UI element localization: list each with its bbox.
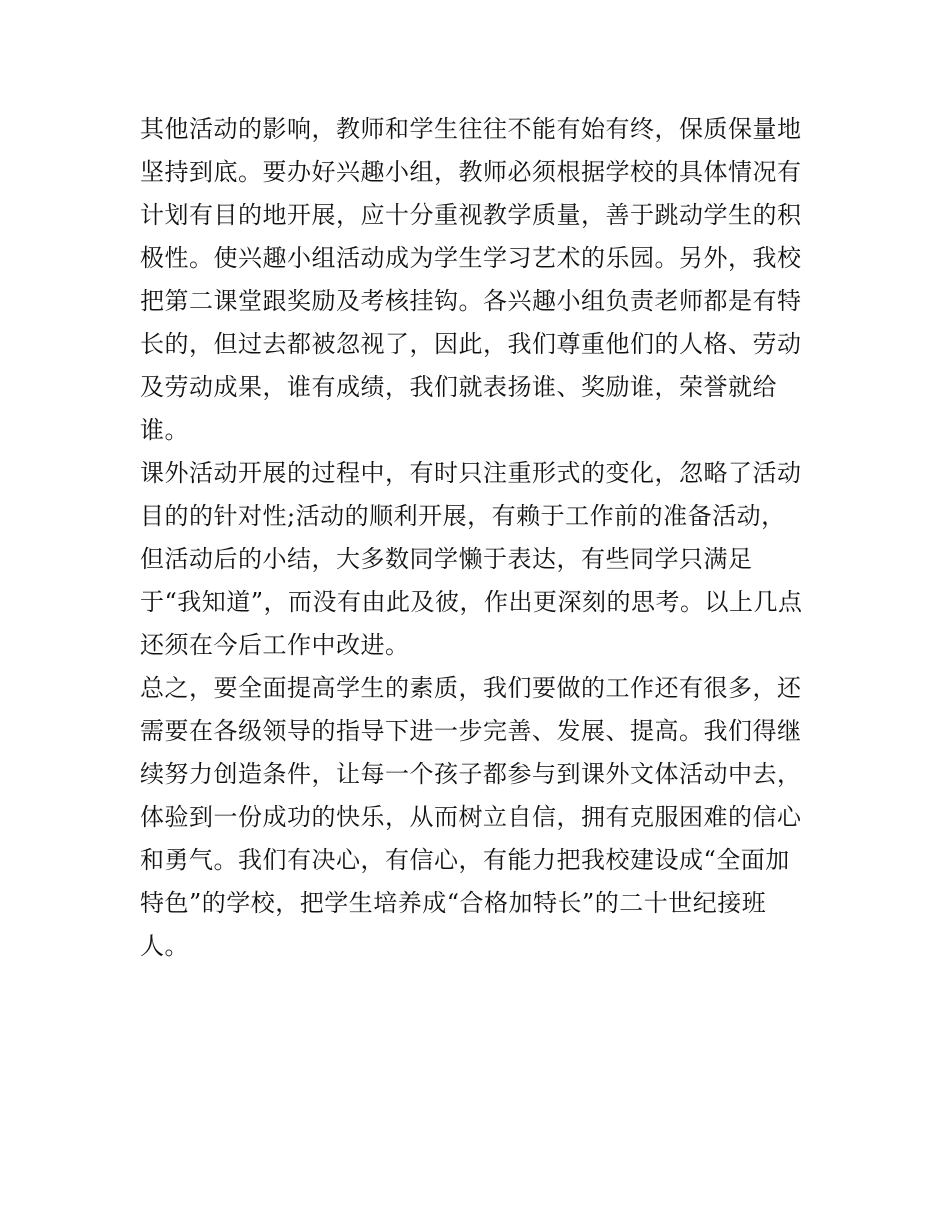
text-line: 人。: [140, 932, 189, 960]
text-line: 续努力创造条件，让每一个孩子都参与到课外文体活动中去，: [140, 760, 802, 788]
text-line: 目的的针对性;活动的顺利开展，有赖于工作前的准备活动，: [140, 502, 786, 530]
text-line: 需要在各级领导的指导下进一步完善、发展、提高。我们得继: [140, 717, 802, 745]
text-line: 和勇气。我们有决心，有信心，有能力把我校建设成“全面加: [140, 846, 790, 874]
text-line: 于“我知道”，而没有由此及彼，作出更深刻的思考。以上几点: [140, 588, 803, 616]
text-line: 特色”的学校，把学生培养成“合格加特长”的二十世纪接班: [140, 889, 767, 917]
text-line: 及劳动成果，谁有成绩，我们就表扬谁、奖励谁，荣誉就给: [140, 373, 777, 401]
text-line: 体验到一份成功的快乐，从而树立自信，拥有克服困难的信心: [140, 803, 802, 831]
text-line: 总之，要全面提高学生的素质，我们要做的工作还有很多，还: [140, 674, 802, 702]
text-line: 长的，但过去都被忽视了，因此，我们尊重他们的人格、劳动: [140, 330, 802, 358]
text-line: 把第二课堂跟奖励及考核挂钩。各兴趣小组负责老师都是有特: [140, 287, 802, 315]
text-line: 谁。: [140, 416, 189, 444]
text-line: 坚持到底。要办好兴趣小组，教师必须根据学校的具体情况有: [140, 158, 802, 186]
document-body: [140, 108, 820, 968]
text-line: 课外活动开展的过程中，有时只注重形式的变化，忽略了活动: [140, 459, 802, 487]
text-line: 计划有目的地开展，应十分重视教学质量，善于跳动学生的积: [140, 201, 802, 229]
text-line: 极性。使兴趣小组活动成为学生学习艺术的乐园。另外，我校: [140, 244, 802, 272]
text-line: 其他活动的影响，教师和学生往往不能有始有终，保质保量地: [140, 115, 802, 143]
text-line: 但活动后的小结，大多数同学懒于表达，有些同学只满足: [140, 545, 753, 573]
text-line: 还须在今后工作中改进。: [140, 631, 410, 659]
